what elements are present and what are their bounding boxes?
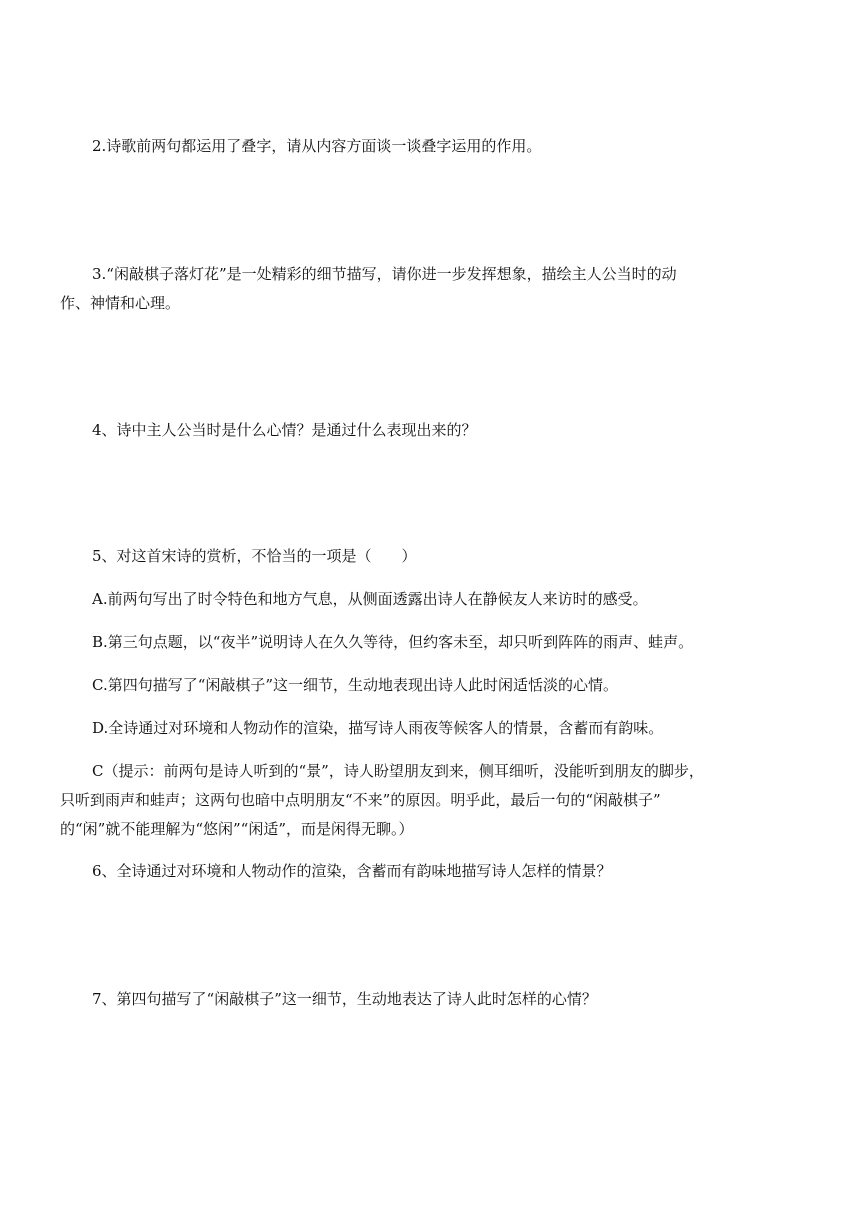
question-2: 2.诗歌前两句都运用了叠字，请从内容方面谈一谈叠字运用的作用。 <box>92 137 542 155</box>
question-6: 6、全诗通过对环境和人物动作的渲染，含蓄而有韵味地描写诗人怎样的情景？ <box>92 862 612 880</box>
question-5-option-a: A.前两句写出了时令特色和地方气息，从侧面透露出诗人在静候友人来访时的感受。 <box>92 590 648 608</box>
question-5-option-c: C.第四句描写了“闲敲棋子”这一细节，生动地表现出诗人此时闲适恬淡的心情。 <box>92 676 619 694</box>
question-5-option-b: B.第三句点题，以“夜半”说明诗人在久久等待，但约客未至，却只听到阵阵的雨声、蛙声。 <box>92 633 694 651</box>
question-7: 7、第四句描写了“闲敲棋子”这一细节，生动地表达了诗人此时怎样的心情？ <box>92 990 597 1008</box>
question-5: 5、对这首宋诗的赏析，不恰当的一项是（ ） <box>92 547 417 565</box>
question-3-line-2: 作、神情和心理。 <box>60 294 181 312</box>
question-5-answer-line-2: 只听到雨声和蛙声；这两句也暗中点明朋友“不来”的原因。明乎此，最后一句的“闲敲棋子” <box>60 791 661 809</box>
question-5-answer-line-3: 的“闲”就不能理解为“悠闲”“闲适”，而是闲得无聊。） <box>60 820 414 838</box>
question-3-line-1: 3.“闲敲棋子落灯花”是一处精彩的细节描写，请你进一步发挥想象，描绘主人公当时的动 <box>92 265 677 283</box>
question-5-answer-line-1: C（提示：前两句是诗人听到的“景”，诗人盼望朋友到来，侧耳细听，没能听到朋友的脚步， <box>92 762 704 780</box>
question-5-option-d: D.全诗通过对环境和人物动作的渲染，描写诗人雨夜等候客人的情景，含蓄而有韵味。 <box>92 719 664 737</box>
question-4: 4、诗中主人公当时是什么心情？是通过什么表现出来的？ <box>92 421 477 439</box>
